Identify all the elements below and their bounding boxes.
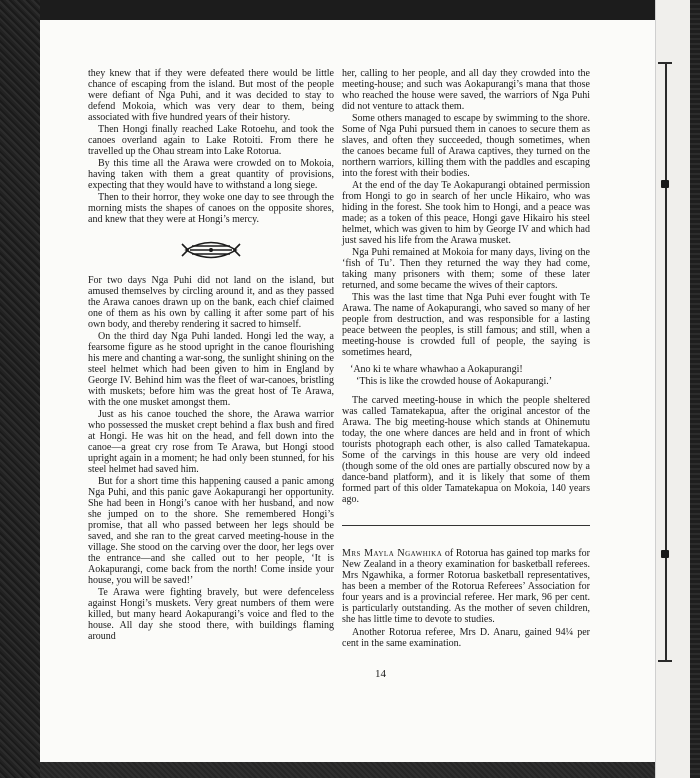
book-page bbox=[40, 20, 655, 762]
news-paragraph bbox=[342, 548, 590, 625]
paragraph: On the third day Nga Puhi landed. Hongi led the way, a fearsome figure as he stood upright in the canoe flourishing his mere and chanting a war-song, the sunlight shining on the steel helmet which had been given to him in England by George IV. Behind him was the fleet of war-canoes, bristling with muskets; before him was the great host of Te Arawa, with the one musket amongst them. bbox=[88, 331, 334, 408]
maori-saying: ‘Ano ki te whare whawhao a Aokapurangi! bbox=[350, 364, 523, 375]
news-lead: Mrs Mayla Ngawhika bbox=[342, 548, 443, 559]
left-column bbox=[88, 68, 334, 643]
scan-border-right bbox=[690, 0, 700, 778]
paragraph: her, calling to her people, and all day they crowded into the meeting-house; and such was Aokapurangi’s mana that those who reached the house were saved, the warriors of Nga Puhi did not venture to attack them. bbox=[342, 68, 590, 112]
paragraph: Nga Puhi remained at Mokoia for many days, living on the ‘fish of Tu’. Then they returned the way they had come, taking many prisoners with them; some of these later returned, and some became the wives of their captors. bbox=[342, 247, 590, 291]
paragraph: This was the last time that Nga Puhi ever fought with Te Arawa. The name of Aokapurangi, who saved so many of her people from destruction, and was responsible for a lasting peace between the peoples, is still famous; and still, when a meeting-house is crowded full of people, the saying is sometimes heard, bbox=[342, 292, 590, 358]
scan-border-bottom bbox=[40, 762, 655, 778]
paragraph: Then to their horror, they woke one day to see through the morning mists the shapes of canoes on the opposite shores, and knew that they were at Hongi’s mercy. bbox=[88, 192, 334, 225]
news-paragraph: Another Rotorua referee, Mrs D. Anaru, gained 94¼ per cent in the same examination. bbox=[342, 627, 590, 649]
news-item bbox=[342, 548, 590, 649]
margin-tick bbox=[658, 62, 672, 64]
right-column bbox=[342, 68, 590, 651]
paragraph: Some others managed to escape by swimming to the shore. Some of Nga Puhi pursued them in canoes to secure them as slaves, and often they succeeded, though sometimes, when the canoes became full of Arawa captives, they turned on the northern warriors, killing them with the paddles and escaping into the forest with their bodies. bbox=[342, 113, 590, 179]
margin-rule bbox=[665, 62, 667, 662]
paragraph: they knew that if they were defeated there would be little chance of escaping from the island. But most of the people were defiant of Nga Puhi, and it was decided to stay to defend Mokoia, which was very dear to them, being associated with five hundred years of their history. bbox=[88, 68, 334, 123]
paragraph: By this time all the Arawa were crowded on to Mokoia, having taken with them a great quantity of provisions, expecting that they would have to withstand a long siege. bbox=[88, 158, 334, 191]
scan-border-left bbox=[0, 0, 40, 778]
margin-tick bbox=[658, 660, 672, 662]
paragraph: Te Arawa were fighting bravely, but were defenceless against Hongi’s muskets. Very great numbers of them were killed, but many heard Aokapurangi’s voice and fled to the house. All day she stood there, with buildings flaming around bbox=[88, 587, 334, 642]
section-divider bbox=[342, 525, 590, 526]
paragraph: At the end of the day Te Aokapurangi obtained permission from Hongi to go in search of her uncle Hikairo, who was hiding in the forest. She took him to Hongi, and a peace was made; as a token of this peace, Hongi gave Hikairo his steel helmet, which was given to him by George IV and which had just saved his life from the Arawa musket. bbox=[342, 180, 590, 246]
margin-mark bbox=[661, 550, 669, 558]
paragraph: The carved meeting-house in which the people sheltered was called Tamatekapua, after the original ancestor of the Arawa. The big meeting-house which stands at Ohinemutu today, the one where dances are held and in front of which tourists photograph each other, is also called Tamatekapua. Some of the carvings in this house are very old indeed (though some of the old ones are partially obscured now by a dance-band platform), and it is likely that some of them formed part of this older Tamatekapua on Mokoia, 140 years ago. bbox=[342, 395, 590, 505]
page-number: 14 bbox=[375, 668, 386, 680]
paragraph: Then Hongi finally reached Lake Rotoehu, and took the canoes overland again to Lake Rotoiti. From there he travelled up the Ohau stream into Lake Rotorua. bbox=[88, 124, 334, 157]
saying-translation: ‘This is like the crowded house of Aokapurangi.’ bbox=[356, 376, 553, 387]
fish-ornament-icon bbox=[88, 237, 334, 263]
paragraph: For two days Nga Puhi did not land on the island, but amused themselves by circling around it, and as they passed the Arawa canoes drawn up on the bank, each chief claimed one of them as his own by calling it after some part of his own body, and thereby rendering it sacred to himself. bbox=[88, 275, 334, 330]
paragraph: But for a short time this happening caused a panic among Nga Puhi, and this panic gave Aokapurangi her opportunity. She had been in Hongi’s canoe with her husband, and now she jumped on to the shore. She remembered Hongi’s promise, that all who passed between her legs should be saved, and she ran to the great carved meeting-house in the village. She stood on the carving over the door, her legs over the entrance—and she called out to her people, ‘It is Aokapurangi, come back from the north! Come inside your house, you will be saved!’ bbox=[88, 476, 334, 586]
margin-mark bbox=[661, 180, 669, 188]
paragraph: Just as his canoe touched the shore, the Arawa warrior who possessed the musket crept behind a flax bush and fired at Hongi. He was hit on the head, and fell down into the canoe—a great cry rose from Te Arawa, but Hongi stood upright again in a moment; he had only been stunned, for his steel helmet had saved him. bbox=[88, 409, 334, 475]
news-text: of Rotorua has gained top marks for New Zealand in a theory examination for basketball referees. Mrs Ngawhika, a former Rotorua basketball representatives, has been a member of the Rotorua Referees’ Association for four years and is a provincial referee. Her mark, 96 per cent. is particularly outstanding. As the mother of seven children, she has little time to devote to studies. bbox=[342, 548, 590, 625]
